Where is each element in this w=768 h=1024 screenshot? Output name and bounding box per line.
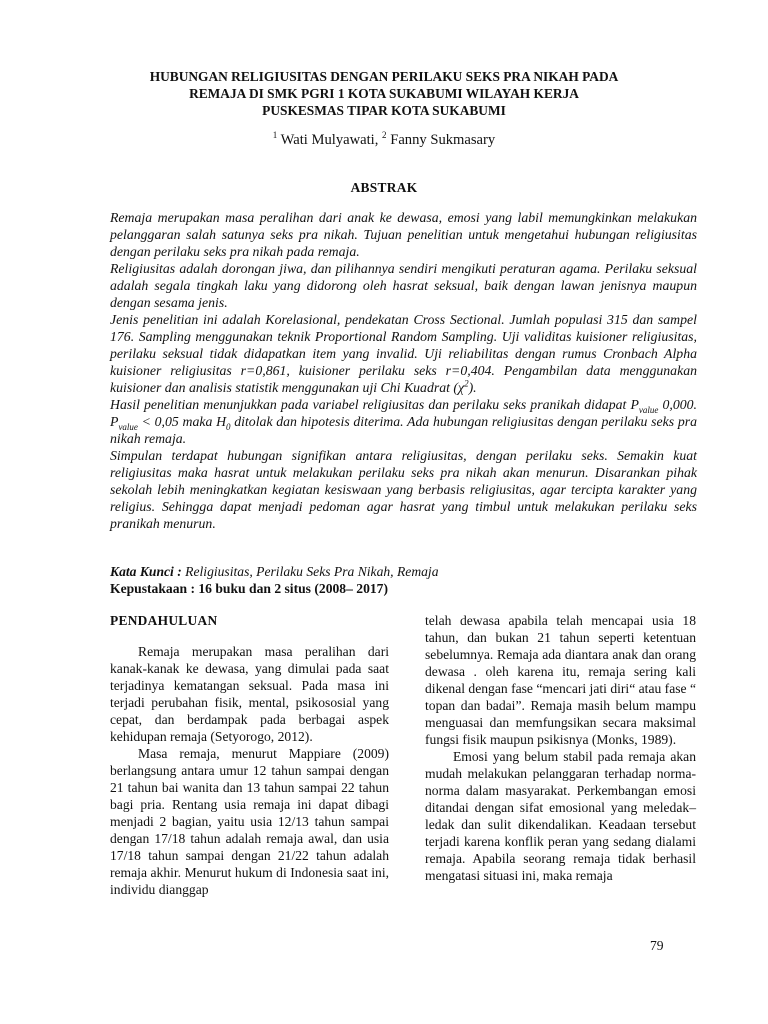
page-number: 79 [650, 938, 664, 953]
keywords-label: Kata Kunci : [110, 564, 182, 579]
body-column-right [425, 612, 696, 884]
title-line-3: PUSKESMAS TIPAR KOTA SUKABUMI [262, 103, 506, 118]
author-2-number: 2 [382, 130, 387, 140]
abstract-paragraph-1: Remaja merupakan masa peralihan dari anak ke dewasa, emosi yang labil memungkinkan melakukan pelanggaran salah satunya seks pra nikah. Tujuan penelitian untuk mengetahui hubungan religiusitas dengan perilaku seks pra nikah pada remaja. [110, 210, 697, 259]
author-1-name: Wati Mulyawati, [280, 132, 379, 148]
abstract-p4-a: Hasil penelitian menunjukkan pada variabel religiusitas dan perilaku seks pranikah didapat P [110, 397, 639, 412]
author-line [110, 132, 658, 149]
abstract-paragraph-4 [110, 396, 697, 447]
abstract-paragraph-3 [110, 311, 697, 396]
author-1-number: 1 [272, 130, 278, 140]
h0-subscript: 0 [226, 421, 231, 432]
body-column-left [110, 612, 389, 898]
abstract-body [110, 209, 697, 532]
body-paragraph-left-1: Remaja merupakan masa peralihan dari kanak-kanak ke dewasa, yang dimulai pada saat terjadinya kematangan seksual. Pada masa ini terjadi perubahan fisik, mental, psikososial yang cepat, dan berdampak pada berbagai aspek kehidupan remaja (Setyorogo, 2012). [110, 644, 389, 744]
keywords-block [110, 563, 697, 597]
abstract-p4-c: < 0,05 maka H [137, 414, 227, 429]
abstract-heading: ABSTRAK [350, 180, 418, 195]
title-line-2: REMAJA DI SMK PGRI 1 KOTA SUKABUMI WILAYAH KERJA [189, 86, 579, 101]
abstract-p4-b: 0,000. P [110, 397, 697, 429]
p-value-subscript-1: value [638, 404, 659, 415]
section-heading: PENDAHULUAN [110, 613, 218, 628]
abstract-paragraph-2: Religiusitas adalah dorongan jiwa, dan pilihannya sendiri mengikuti peraturan agama. Perilaku seksual adalah segala tingkah laku yang didorong oleh hasrat seksual, baik dengan lawan jenisnya maupun dengan sesama jenis. [110, 261, 697, 310]
p-value-subscript-2: value [118, 421, 138, 432]
chi-square-superscript: 2 [464, 378, 469, 389]
paper-title [110, 68, 658, 119]
author-2-name: Fanny Sukmasary [390, 132, 496, 148]
abstract-p4-d: ditolak dan hipotesis diterima. Ada hubungan religiusitas dengan perilaku seks pra nikah remaja. [110, 414, 697, 446]
abstract-paragraph-5: Simpulan terdapat hubungan signifikan antara religiusitas, dengan perilaku seks. Semakin kuat religiusitas maka hasrat untuk melakukan perilaku seks pra nikah akan menurun. Disarankan pihak sekolah lebih meningkatkan kegiatan kesiswaan yang berbasis religiusitas, agar tercipta karakter yang religius. Sehingga dapat menjadi pedoman agar hasrat yang timbul untuk melakukan perilaku seks pranikah menurun. [110, 448, 697, 531]
body-paragraph-right-1: telah dewasa apabila telah mencapai usia 18 tahun, dan bukan 21 tahun seperti ketentuan sebelumnya. Remaja ada diantara anak dan orang dewasa . oleh karena itu, remaja sering kali dikenal dengan fase “mencari jati diri“ atau fase “ topan dan badai”. Remaja masih belum mampu menguasai dan memfungsikan secara maksimal fungsi fisik maupun psikisnya (Monks, 1989). [425, 613, 696, 747]
abstract-p3-text: Jenis penelitian ini adalah Korelasional, pendekatan Cross Sectional. Jumlah populasi 315 dan sampel 176. Sampling menggunakan teknik Proportional Random Sampling. Uji validitas kuisioner religiusitas, perilaku seksual tidak didapatkan item yang invalid. Uji reliabilitas dengan rumus Cronbach Alpha kuisioner religiusitas r=0,861, kuisioner perilaku seks r=0,404. Pengambilan data menggunakan kuisioner dan analisis statistik menggunakan uji Chi Kuadrat (χ [110, 312, 697, 395]
library-line: Kepustakaan : 16 buku dan 2 situs (2008– 2017) [110, 581, 388, 596]
abstract-p3-end: ). [468, 380, 477, 395]
body-paragraph-right-2: Emosi yang belum stabil pada remaja akan mudah melakukan pelanggaran terhadap norma-norma dalam masyarakat. Perkembangan emosi ditandai dengan sifat emosional yang meledak–ledak dan sulit dikendalikan. Keadaan tersebut terjadi karena konflik peran yang sedang dialami remaja. Apabila seorang remaja tidak berhasil mengatasi situasi ini, maka remaja [425, 749, 696, 883]
keywords-value: Religiusitas, Perilaku Seks Pra Nikah, Remaja [185, 564, 439, 579]
body-paragraph-left-2: Masa remaja, menurut Mappiare (2009) berlangsung antara umur 12 tahun sampai dengan 21 tahun bai wanita dan 13 tahun sampai 22 tahun bagi pria. Rentang usia remaja ini dapat dibagi menjadi 2 bagian, yaitu usia 12/13 tahun sampai dengan 17/18 tahun adalah remaja awal, dan usia 17/18 tahun sampai dengan 21/22 tahun adalah remaja akhir. Menurut hukum di Indonesia saat ini, individu dianggap [110, 746, 389, 897]
title-line-1: HUBUNGAN RELIGIUSITAS DENGAN PERILAKU SEKS PRA NIKAH PADA [149, 69, 619, 84]
keywords-line [110, 563, 697, 580]
